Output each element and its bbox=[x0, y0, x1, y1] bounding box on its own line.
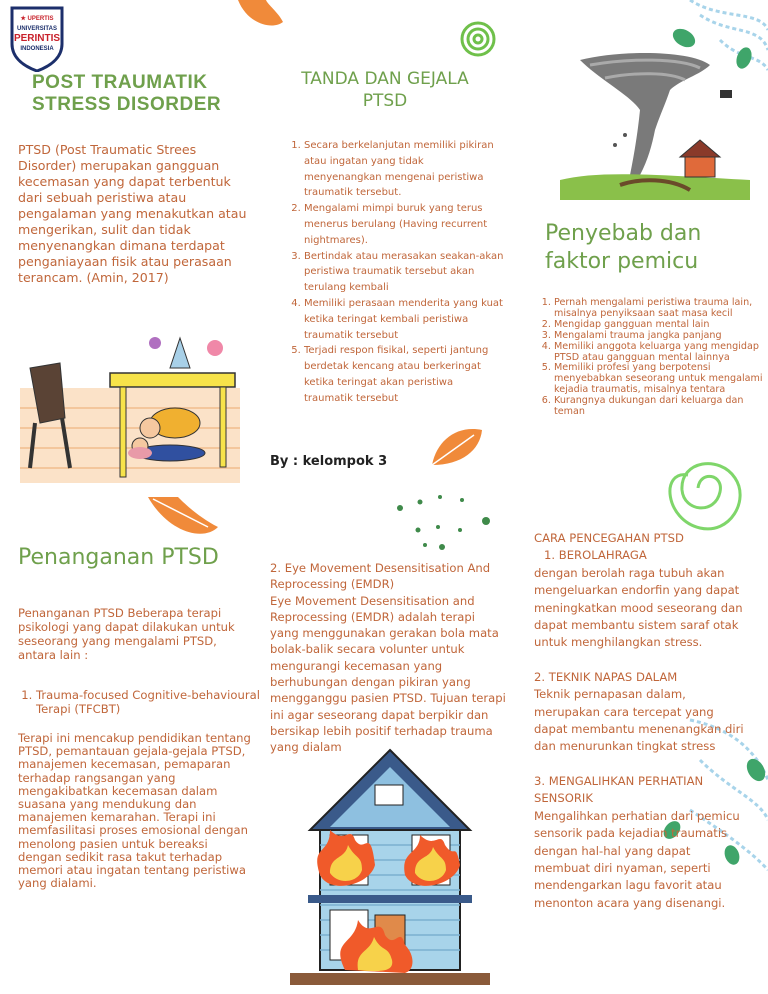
dots-decoration bbox=[397, 495, 490, 550]
pencegahan-item-title: 2. TEKNIK NAPAS DALAM bbox=[534, 669, 678, 684]
list-item: 5. Terjadi respon fisikal, seperti jantung berdetak kencang atau berkeringat ketika teringat akan peristiwa traumatik tersebut bbox=[304, 343, 504, 406]
list-item: 4. Memiliki anggota keluarga yang mengidap PTSD atau gangguan mental lainnya bbox=[554, 342, 768, 364]
spiral-icon bbox=[670, 464, 740, 529]
burning-house-illustration bbox=[290, 745, 490, 985]
pencegahan-item-body: Teknik pernapasan dalam, merupakan cara tercepat yang dapat membantu menenangkan diri dan menurunkan tingkat stress bbox=[534, 687, 744, 754]
penanganan-list bbox=[18, 688, 271, 716]
pencegahan-item-title: 1. BEROLAHRAGA bbox=[544, 548, 647, 563]
spiral-icon bbox=[462, 23, 494, 55]
leaf-icon bbox=[743, 756, 768, 785]
list-item: 3. Bertindak atau merasakan seakan-akan peristiwa traumatik tersebut akan terulang kembali bbox=[304, 249, 504, 296]
penanganan-intro: Penanganan PTSD Beberapa terapi psikologi yang dapat dilakukan untuk seseorang yang mengalami PTSD, antara lain : bbox=[18, 606, 235, 662]
main-title: POST TRAUMATIK STRESS DISORDER bbox=[32, 72, 222, 115]
list-item: 1. Pernah mengalami peristiwa trauma lain, misalnya penyiksaan saat masa kecil bbox=[554, 298, 768, 320]
pencegahan-item-title: 3. MENGALIHKAN PERHATIAN SENSORIK bbox=[534, 773, 704, 806]
list-item: 2. Mengalami mimpi buruk yang terus menerus berulang (Having recurrent nightmares). bbox=[304, 201, 504, 248]
list-item: 5. Memiliki profesi yang berpotensi menyebabkan seseorang untuk mengalami kejadia traumatis, misalnya tentara bbox=[554, 363, 768, 396]
pencegahan-section bbox=[534, 530, 744, 912]
emdr-heading: 2. Eye Movement Desensitisation And Reprocessing (EMDR) bbox=[270, 561, 491, 592]
list-item: 1. Trauma-focused Cognitive-behavioural Terapi (TFCBT) bbox=[36, 688, 271, 716]
emdr-body: Eye Movement Desensitisation and Reprocessing (EMDR) adalah terapi yang menggunakan gerakan bola mata bolak-balik secara volunter untuk mengurangi kecemasan yang berhubungan dengan pikiran yang mengganggu pasien PTSD. Tujuan terapi ini agar seseorang dapat berpikir dan bersikap lebih positif terhadap trauma yang dialam bbox=[270, 593, 506, 755]
penyebab-heading: Penyebab dan faktor pemicu bbox=[545, 221, 702, 274]
leaf-icon bbox=[238, 0, 283, 26]
list-item: 1. Secara berkelanjutan memiliki pikiran atau ingatan yang tidak menyenangkan mengenai peristiwa traumatik tersebut. bbox=[304, 138, 504, 201]
penanganan-body: Terapi ini mencakup pendidikan tentang PTSD, pemantauan gejala-gejala PTSD, manajemen kecemasan, pemaparan terhadap rangsangan yang mengakibatkan kecemasan dalam suasana yang mendukung dan manajemen kemarahan. Terapi ini memfasilitasi proses emosional dengan menolong pasien untuk bereaksi dengan sedikit rasa takut terhadap memori atau ingatan tentang peristiwa yang dialami. bbox=[18, 731, 251, 891]
intro-paragraph: PTSD (Post Traumatic Strees Disorder) merupakan gangguan kecemasan yang dapat terbentuk dari sebuah peristiwa atau pengalaman yang menakutkan atau mengerikan, sulit dan tidak menyenangkan dimana terdapat penganiayaan fisik atau perasaan terancam. (Amin, 2017) bbox=[18, 142, 247, 285]
tanda-gejala-heading: TANDA DAN GEJALA PTSD bbox=[301, 69, 469, 111]
list-item: 4. Memiliki perasaan menderita yang kuat ketika teringat kembali peristiwa traumatik tersebut bbox=[304, 296, 504, 343]
leaf-icon bbox=[148, 497, 218, 534]
list-item: 6. Kurangnya dukungan dari keluarga dan teman bbox=[554, 396, 768, 418]
penanganan-heading: Penanganan PTSD bbox=[18, 545, 219, 570]
leaf-icon bbox=[670, 25, 699, 51]
gejala-list bbox=[286, 138, 504, 407]
svg-text:★ UPERTIS: ★ UPERTIS bbox=[20, 16, 54, 22]
pencegahan-item-body: Mengalihkan perhatian dari pemicu sensorik pada kejadian traumatis dengan hal-hal yang dapat membuat diri nyaman, seperti mendengarkan lagu favorit atau menonton acara yang disenangi. bbox=[534, 808, 740, 910]
tornado-illustration bbox=[560, 50, 750, 200]
leaf-icon bbox=[432, 429, 482, 465]
university-logo bbox=[8, 4, 66, 72]
emdr-section bbox=[270, 560, 506, 756]
penyebab-list bbox=[536, 298, 768, 418]
logo-line1: UNIVERSITAS bbox=[17, 26, 57, 32]
logo-line3: INDONESIA bbox=[20, 46, 54, 52]
pencegahan-item-body: dengan berolah raga tubuh akan mengeluarkan endorfin yang dapat meningkatkan mood seseorang dan dapat membantu sistem saraf otak untuk menghilangkan stress. bbox=[534, 565, 743, 650]
byline: By : kelompok 3 bbox=[270, 454, 388, 469]
pencegahan-heading: CARA PENCEGAHAN PTSD bbox=[534, 531, 684, 545]
list-item: 2. Mengidap gangguan mental lain bbox=[554, 320, 768, 331]
earthquake-scene-illustration bbox=[20, 328, 240, 488]
logo-line2: PERINTIS bbox=[13, 33, 61, 44]
list-item: 3. Mengalami trauma jangka panjang bbox=[554, 331, 768, 342]
